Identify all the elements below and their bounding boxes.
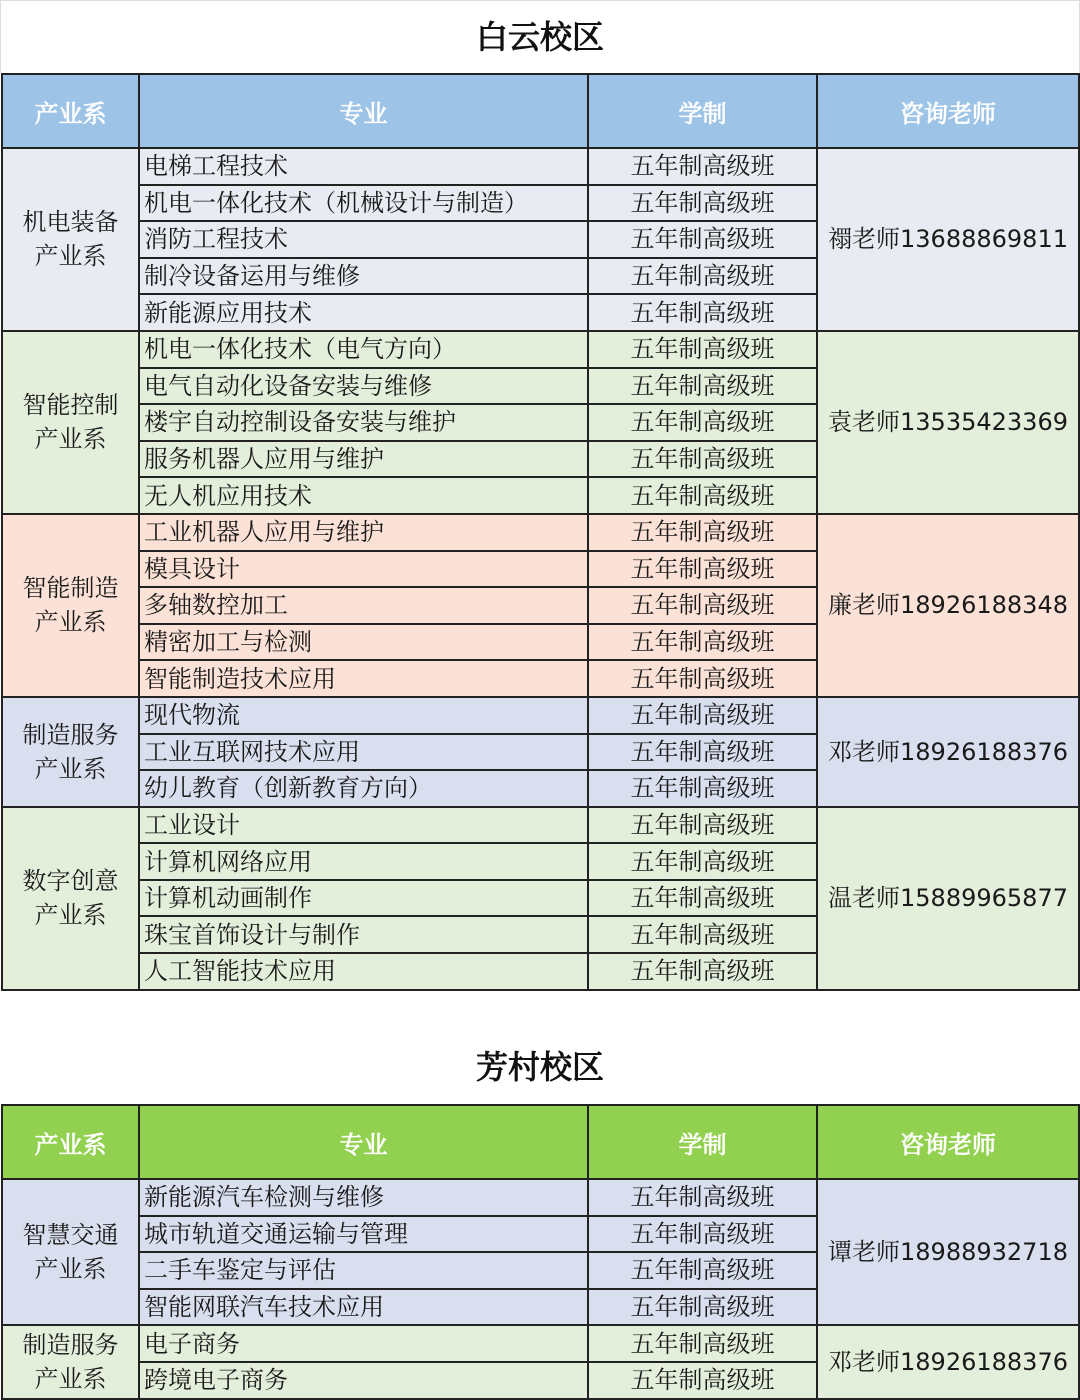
table-row [2,1179,1079,1216]
system-cell: 五年制高级班 [588,624,817,661]
major-cell: 计算机动画制作 [139,880,588,917]
teacher-cell: 廉老师18926188348 [817,514,1079,697]
major-cell: 多轴数控加工 [139,587,588,624]
system-cell: 五年制高级班 [588,441,817,478]
major-cell: 电子商务 [139,1325,588,1362]
system-cell: 五年制高级班 [588,953,817,990]
campus-title: 芳村校区 [475,1048,604,1086]
campus-fangcun [0,1030,1080,1400]
major-table [1,73,1080,991]
system-cell: 五年制高级班 [588,404,817,441]
dept-cell [2,1179,139,1325]
system-cell: 五年制高级班 [588,697,817,734]
system-cell: 五年制高级班 [588,1325,817,1362]
system-cell: 五年制高级班 [588,807,817,844]
dept-name: 机电装备产业系 [22,208,119,271]
system-cell: 五年制高级班 [588,551,817,588]
major-cell: 珠宝首饰设计与制作 [139,916,588,953]
system-cell: 五年制高级班 [588,1362,817,1399]
teacher-cell: 邓老师18926188376 [817,1325,1079,1398]
header-teacher: 咨询老师 [817,74,1079,148]
system-cell: 五年制高级班 [588,185,817,222]
major-cell: 城市轨道交通运输与管理 [139,1216,588,1253]
header-system: 学制 [588,74,817,148]
system-cell: 五年制高级班 [588,368,817,405]
major-table [1,1104,1080,1400]
dept-name: 智慧交通产业系 [22,1221,119,1284]
major-cell: 工业机器人应用与维护 [139,514,588,551]
header-dept: 产业系 [2,1105,139,1179]
system-cell: 五年制高级班 [588,770,817,807]
dept-cell [2,514,139,697]
system-cell: 五年制高级班 [588,148,817,185]
header-dept: 产业系 [2,74,139,148]
system-cell: 五年制高级班 [588,1252,817,1289]
table-header-row [2,74,1079,148]
major-cell: 无人机应用技术 [139,477,588,514]
system-cell: 五年制高级班 [588,880,817,917]
system-cell: 五年制高级班 [588,258,817,295]
teacher-cell: 禤老师13688869811 [817,148,1079,331]
major-cell: 机电一体化技术（电气方向） [139,331,588,368]
major-cell: 新能源应用技术 [139,294,588,331]
table-row [2,1325,1079,1362]
table-header-row [2,1105,1079,1179]
major-cell: 幼儿教育（创新教育方向） [139,770,588,807]
dept-name: 制造服务产业系 [22,1330,119,1393]
table-row [2,697,1079,734]
major-cell: 跨境电子商务 [139,1362,588,1399]
campus-title-bar [0,1030,1080,1104]
dept-name: 智能制造产业系 [22,574,119,637]
major-cell: 精密加工与检测 [139,624,588,661]
campus-title: 白云校区 [475,18,604,56]
major-cell: 智能网联汽车技术应用 [139,1289,588,1326]
system-cell: 五年制高级班 [588,660,817,697]
teacher-cell: 邓老师18926188376 [817,697,1079,807]
dept-cell [2,697,139,807]
system-cell: 五年制高级班 [588,587,817,624]
major-cell: 电梯工程技术 [139,148,588,185]
major-cell: 计算机网络应用 [139,843,588,880]
system-cell: 五年制高级班 [588,734,817,771]
major-cell: 人工智能技术应用 [139,953,588,990]
major-cell: 楼宇自动控制设备安装与维护 [139,404,588,441]
major-cell: 工业设计 [139,807,588,844]
system-cell: 五年制高级班 [588,1289,817,1326]
major-cell: 工业互联网技术应用 [139,734,588,771]
header-major: 专业 [139,1105,588,1179]
system-cell: 五年制高级班 [588,477,817,514]
major-cell: 制冷设备运用与维修 [139,258,588,295]
system-cell: 五年制高级班 [588,514,817,551]
table-row [2,331,1079,368]
system-cell: 五年制高级班 [588,1179,817,1216]
dept-cell [2,331,139,514]
system-cell: 五年制高级班 [588,294,817,331]
system-cell: 五年制高级班 [588,843,817,880]
system-cell: 五年制高级班 [588,1216,817,1253]
dept-name: 数字创意产业系 [22,867,119,930]
major-cell: 智能制造技术应用 [139,660,588,697]
major-cell: 新能源汽车检测与维修 [139,1179,588,1216]
dept-cell [2,148,139,331]
major-cell: 现代物流 [139,697,588,734]
major-cell: 机电一体化技术（机械设计与制造） [139,185,588,222]
header-major: 专业 [139,74,588,148]
dept-cell [2,1325,139,1398]
teacher-cell: 温老师15889965877 [817,807,1079,990]
table-row [2,514,1079,551]
major-cell: 电气自动化设备安装与维修 [139,368,588,405]
table-row [2,807,1079,844]
system-cell: 五年制高级班 [588,916,817,953]
teacher-cell: 谭老师18988932718 [817,1179,1079,1325]
major-cell: 模具设计 [139,551,588,588]
teacher-cell: 袁老师13535423369 [817,331,1079,514]
dept-cell [2,807,139,990]
header-teacher: 咨询老师 [817,1105,1079,1179]
major-cell: 服务机器人应用与维护 [139,441,588,478]
system-cell: 五年制高级班 [588,331,817,368]
system-cell: 五年制高级班 [588,221,817,258]
table-row [2,148,1079,185]
header-system: 学制 [588,1105,817,1179]
dept-name: 制造服务产业系 [22,720,119,783]
major-cell: 消防工程技术 [139,221,588,258]
major-cell: 二手车鉴定与评估 [139,1252,588,1289]
dept-name: 智能控制产业系 [22,391,119,454]
campus-title-bar [0,0,1080,73]
